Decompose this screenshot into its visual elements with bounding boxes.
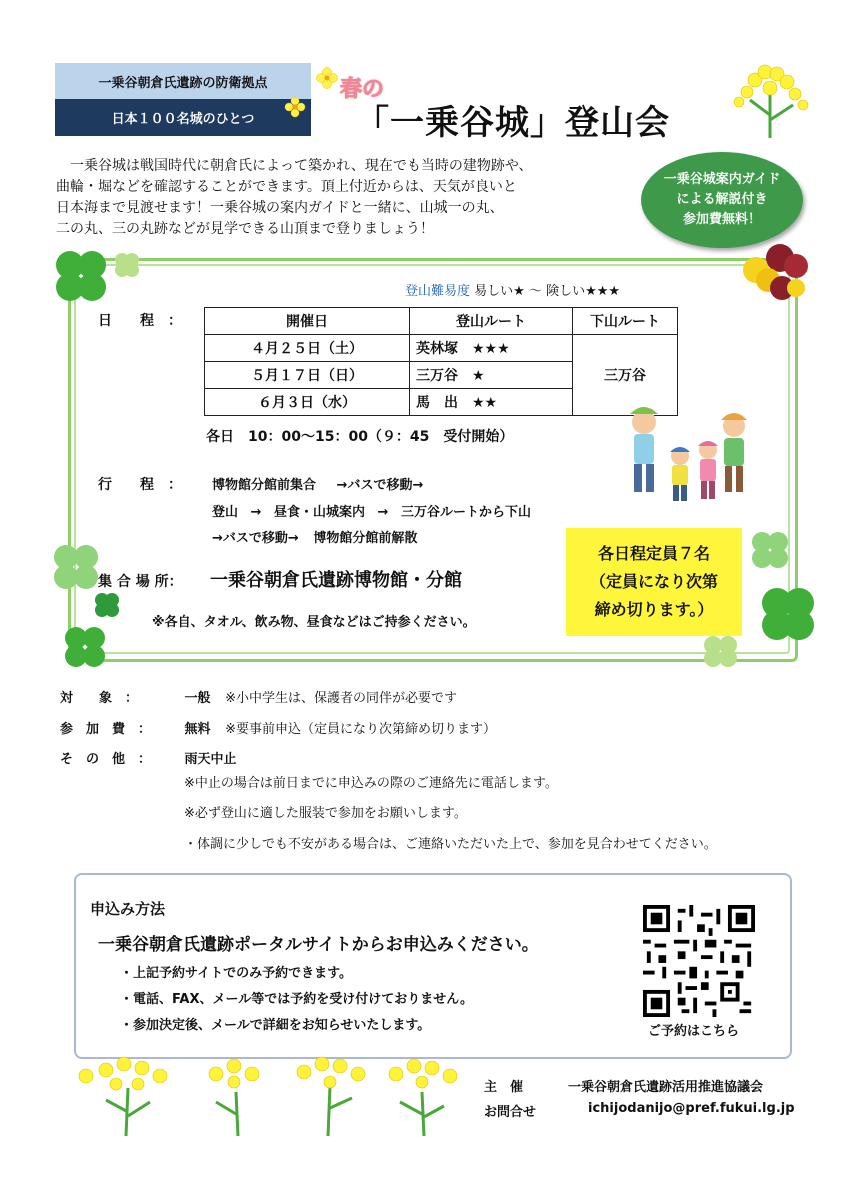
capacity-line: 各日程定員７名 (597, 544, 710, 563)
header-route: 登山ルート (410, 308, 573, 335)
apply-main: 一乗谷朝倉氏遺跡ポータルサイトからお申込みください。 (98, 935, 539, 955)
arrow-label: → (250, 505, 262, 520)
itinerary-step: 博物館分館前集合 (212, 478, 317, 493)
header-date: 開催日 (205, 308, 410, 335)
descent-cell: 三万谷 (573, 335, 678, 416)
apply-bullet: ・上記予約サイトでのみ予約できます。 (120, 966, 353, 981)
detail-target (60, 687, 830, 706)
clover-icon (756, 582, 820, 646)
detail-label: 対 象 ： (60, 691, 139, 706)
other-note: ※中止の場合は前日までに申込みの際のご連絡先に電話します。 (184, 776, 558, 791)
clover-icon (700, 632, 746, 672)
route-cell: 英林塚 ★★★ (410, 335, 573, 362)
organizer-label: 主 催 (484, 1080, 524, 1095)
contact-label: お問合せ (484, 1105, 537, 1120)
apply-bullet: ・参加決定後、メールで詳細をお知らせいたします。 (120, 1018, 431, 1033)
capacity-box (566, 528, 742, 636)
meeting-label: 集 合 場 所： (98, 574, 183, 590)
header-descent: 下山ルート (573, 308, 678, 335)
qr-code-icon[interactable] (643, 905, 755, 1017)
detail-value: 無料 (184, 722, 211, 737)
rapeseed-flowers-icon (66, 1052, 476, 1136)
clover-icon (49, 540, 103, 594)
capacity-line: （定員になり次第 (589, 572, 718, 591)
detail-note: ※要事前申込（定員になり次第締め切ります） (225, 722, 496, 737)
pansy-flower-icon (736, 236, 812, 306)
detail-value: 一般 (184, 691, 211, 706)
other-note: ※必ず登山に適した服装で参加をお願いします。 (184, 806, 467, 821)
subtitle-badge-top: 一乗谷朝倉氏遺跡の防衛拠点 (55, 63, 311, 99)
intro-paragraph (56, 156, 646, 240)
difficulty-text: 易しい★ 〜 険しい★★★ (474, 284, 621, 299)
detail-label: そ の 他 ： (60, 752, 152, 767)
detail-other (60, 748, 830, 767)
organizer: 一乗谷朝倉氏遺跡活用推進協議会 (568, 1080, 764, 1095)
detail-fee (60, 718, 830, 737)
date-cell: ６月３日（水） (205, 389, 410, 416)
itinerary-step: 三万谷ルートから下山 (400, 505, 531, 520)
detail-value: 雨天中止 (184, 752, 237, 767)
flower-icon (284, 96, 306, 118)
flower-icon (315, 66, 339, 90)
hiking-family-illustration (612, 398, 772, 508)
apply-title: 申込み方法 (90, 900, 166, 918)
schedule-label: 日 程 ： (98, 313, 182, 329)
guide-line: による解説付き (676, 192, 768, 207)
date-cell: ４月２５日（土） (205, 335, 410, 362)
guide-line: 参加費無料！ (682, 212, 761, 227)
intro-line: 日本海まで見渡せます！一乗谷城の案内ガイドと一緒に、山城一の丸、 (56, 200, 504, 216)
clover-icon (60, 622, 110, 672)
apply-bullet: ・電話、FAX、メール等では予約を受け付けておりません。 (120, 992, 473, 1007)
arrow-label: → (377, 505, 389, 520)
date-cell: ５月１７日（日） (205, 362, 410, 389)
intro-line: 曲輪・堀などを確認することができます。頂上付近からは、天気が良いと (56, 179, 517, 195)
itinerary-step: 登山 (212, 505, 239, 520)
other-note: ・体調に少しでも不安がある場合は、ご連絡いただいた上で、参加を見合わせてください。 (184, 837, 717, 852)
meeting-place: 一乗谷朝倉氏遺跡博物館・分館 (210, 570, 462, 591)
intro-line: 二の丸、三の丸跡などが見学できる山頂まで登りましょう！ (56, 221, 434, 237)
route-cell: 三万谷 ★ (410, 362, 573, 389)
schedule-table (204, 307, 678, 416)
detail-label: 参 加 費 ： (60, 722, 152, 737)
contact-email[interactable]: ichijodanijo@pref.fukui.lg.jp (588, 1101, 795, 1116)
event-time: 各日 10：00〜15：00（９：45 受付開始） (206, 429, 514, 445)
guide-badge (641, 152, 803, 248)
qr-caption: ご予約はこちら (648, 1024, 740, 1039)
detail-note: ※小中学生は、保護者の同伴が必要です (225, 691, 457, 706)
capacity-line: 締め切ります。） (594, 600, 714, 619)
rapeseed-flower-icon (725, 60, 815, 140)
clover-icon (748, 528, 792, 572)
itinerary-line-3 (212, 527, 417, 546)
page-title: 「一乗谷城」登山会 (355, 103, 670, 143)
itinerary-label: 行 程 ： (98, 477, 182, 493)
difficulty-legend (405, 280, 620, 299)
intro-line: 一乗谷城は戦国時代に朝倉氏によって築かれ、現在でも当時の建物跡や、 (56, 158, 533, 174)
meeting-note: ※各自、タオル、飲み物、昼食などはご持参ください。 (152, 615, 476, 630)
guide-line: 一乗谷城案内ガイド (663, 172, 781, 187)
itinerary-step: 博物館分館前解散 (313, 531, 418, 546)
clover-icon (112, 250, 142, 280)
arrow-label: →バスで移動→ (212, 531, 299, 546)
clover-icon (50, 245, 112, 307)
spring-label: 春の (340, 77, 385, 102)
itinerary-step: 昼食・山城案内 (273, 505, 365, 520)
arrow-label: →バスで移動→ (336, 478, 424, 493)
route-cell: 馬 出 ★★ (410, 389, 573, 416)
difficulty-label: 登山難易度 (405, 284, 471, 299)
clover-icon (92, 590, 122, 620)
itinerary-line-1 (212, 474, 423, 493)
subtitle-badge-bottom: 日本１００名城のひとつ (55, 99, 311, 136)
itinerary-line-2 (212, 501, 531, 520)
